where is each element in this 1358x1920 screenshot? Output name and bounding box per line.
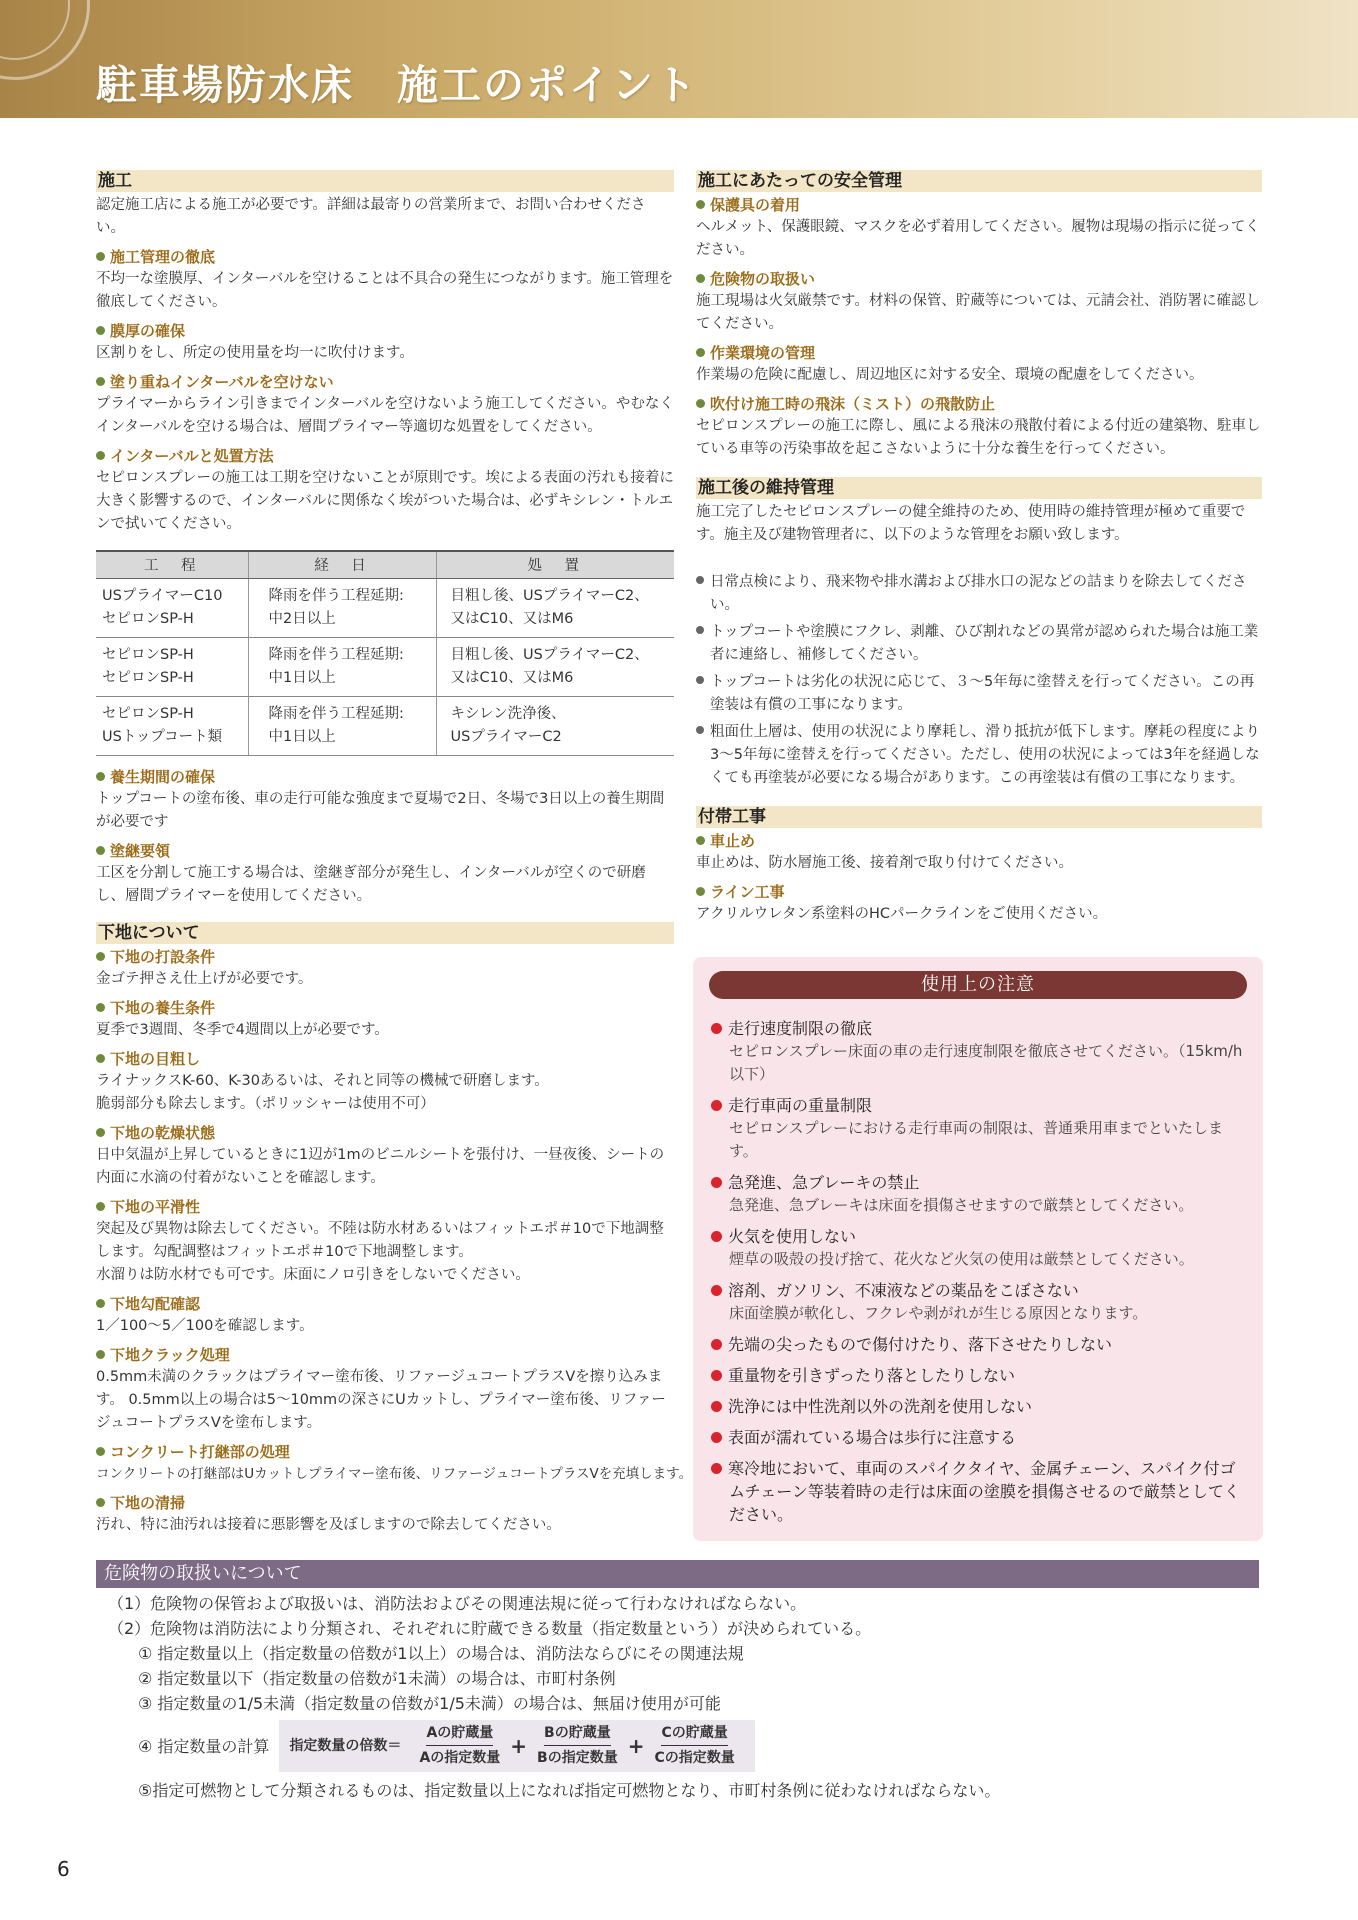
hazard-line: （2）危険物は消防法により分類され、それぞれに貯蔵できる数量（指定数量という）が決められている。 — [108, 1619, 872, 1638]
note-item: 火気を使用しない 煙草の吸殻の投げ捨て、花火など火気の使用は厳禁としてください。 — [711, 1225, 1251, 1271]
bullet-icon — [96, 326, 105, 335]
subhead: 吹付け施工時の飛沫（ミスト）の飛散防止 — [696, 393, 1262, 415]
bullet-icon — [696, 626, 704, 634]
note-item: 洗浄には中性洗剤以外の洗剤を使用しない — [711, 1395, 1251, 1418]
header-banner — [0, 0, 1358, 118]
note-item: 重量物を引きずったり落としたりしない — [711, 1364, 1251, 1387]
list-item: 日常点検により、飛来物や排水溝および排水口の泥などの詰まりを除去してください。 — [696, 571, 1262, 617]
hazard-subline: ③ 指定数量の1/5未満（指定数量の倍数が1/5未満）の場合は、無届け使用が可能 — [138, 1694, 721, 1713]
subhead: 膜厚の確保 — [96, 320, 674, 342]
paragraph: 区割りをし、所定の使用量を均一に吹付けます。 — [96, 345, 414, 361]
hazard-subline: ④ 指定数量の計算 — [138, 1736, 270, 1756]
red-bullet-icon — [711, 1432, 722, 1443]
list-item: トップコートや塗膜にフクレ、剥離、ひび割れなどの異常が認められた場合は施工業者に連絡し、補修してください。 — [696, 621, 1262, 667]
paragraph: 日中気温が上昇しているときに1辺が1mのビニルシートを張付け、一昼夜後、シートの内面に水滴の付着がないことを確認します。 — [96, 1146, 665, 1186]
paragraph: 1／100～5／100を確認します。 — [96, 1317, 314, 1334]
left-column — [96, 170, 693, 1537]
note-item: 先端の尖ったもので傷付けたり、落下させたりしない — [711, 1333, 1251, 1356]
subhead: 下地クラック処理 — [96, 1344, 674, 1366]
bullet-icon — [96, 1498, 105, 1507]
bullet-icon — [696, 887, 705, 896]
table-header: 処 置 — [436, 551, 674, 578]
section-head-anzen: 施工にあたっての安全管理 — [696, 170, 1262, 192]
table-cell: 降雨を伴う工程延期: 中1日以上 — [248, 637, 436, 696]
section-head-iji: 施工後の維持管理 — [696, 477, 1262, 499]
subhead: 保護具の着用 — [696, 194, 1262, 216]
bullet-icon — [96, 1003, 105, 1012]
subhead: インターバルと処置方法 — [96, 445, 674, 467]
paragraph: アクリルウレタン系塗料のHCパークラインをご使用ください。 — [696, 906, 1108, 922]
note-item: 表面が濡れている場合は歩行に注意する — [711, 1426, 1251, 1449]
red-bullet-icon — [711, 1023, 722, 1034]
paragraph: トップコートの塗布後、車の走行可能な強度まで夏場で2日、冬場で3日以上の養生期間が必要です — [96, 790, 665, 830]
paragraph: 金ゴテ押さえ仕上げが必要です。 — [96, 970, 313, 987]
fraction: $\frac{\text{Cの貯蔵量}}{\text{Cの指定数量}}$ — [654, 1725, 735, 1766]
table-cell: 目粗し後、USプライマーC2、 又はC10、又はM6 — [436, 578, 674, 637]
bullet-icon — [696, 348, 705, 357]
red-bullet-icon — [711, 1339, 722, 1350]
bullet-icon — [96, 1447, 105, 1456]
section-head-sekou: 施工 — [96, 170, 674, 192]
paragraph: 作業場の危険に配慮し、周辺地区に対する安全、環境の配慮をしてください。 — [696, 367, 1204, 383]
paragraph: 工区を分割して施工する場合は、塗継ぎ部分が発生し、インターバルが空くので研磨し、層間プライマーを使用してください。 — [96, 864, 646, 904]
subhead: 下地の清掃 — [96, 1492, 674, 1514]
bullet-icon — [96, 377, 105, 386]
bullet-icon — [96, 451, 105, 460]
bullet-icon — [96, 1054, 105, 1063]
paragraph: ライナックスK-60、K-30あるいは、それと同等の機械で研磨します。 脆弱部分も除去します。（ポリッシャーは使用不可） — [96, 1072, 549, 1112]
table-cell: セピロンSP-H セピロンSP-H — [96, 637, 248, 696]
red-bullet-icon — [711, 1100, 722, 1111]
red-bullet-icon — [711, 1285, 722, 1296]
red-bullet-icon — [711, 1177, 722, 1188]
table-cell: 降雨を伴う工程延期: 中2日以上 — [248, 578, 436, 637]
paragraph: コンクリートの打継部はUカットしプライマー塗布後、リファージュコートプラスVを充填します。 — [96, 1465, 693, 1482]
subhead: 下地の平滑性 — [96, 1196, 674, 1218]
quantity-formula — [279, 1720, 754, 1772]
subhead: 下地の乾燥状態 — [96, 1122, 674, 1144]
hazard-section — [108, 1591, 1258, 1803]
bullet-icon — [96, 1350, 105, 1359]
section-head-futai: 付帯工事 — [696, 806, 1262, 828]
subhead: コンクリート打継部の処理 — [96, 1441, 674, 1463]
table-header-row — [96, 551, 674, 578]
bullet-icon — [696, 676, 704, 684]
note-item: 溶剤、ガソリン、不凍液などの薬品をこぼさない 床面塗膜が軟化し、フクレや剥がれが生じる原因となります。 — [711, 1279, 1251, 1325]
paragraph: 0.5mm未満のクラックはプライマー塗布後、リファージュコートプラスVを擦り込みます。 0.5mm以上の場合は5～10mmの深さにUカットし、プライマー塗布後、リファージュコートプラスVを塗布します。 — [96, 1368, 666, 1431]
paragraph: ヘルメット、保護眼鏡、マスクを必ず着用してください。履物は現場の指示に従ってください。 — [696, 219, 1260, 258]
list-item: トップコートは劣化の状況に応じて、３～5年毎に塗替えを行ってください。この再塗装は有償の工事になります。 — [696, 671, 1262, 717]
fraction: $\frac{\text{Bの貯蔵量}}{\text{Bの指定数量}}$ — [537, 1725, 618, 1766]
paragraph: 汚れ、特に油汚れは接着に悪影響を及ぼしますので除去してください。 — [96, 1516, 561, 1533]
paragraph: 不均一な塗膜厚、インターバルを空けることは不具合の発生につながります。施工管理を徹底してください。 — [96, 271, 674, 310]
table-row — [96, 578, 674, 637]
paragraph: 夏季で3週間、冬季で4週間以上が必要です。 — [96, 1021, 389, 1038]
usage-notes-list — [711, 1009, 1251, 1526]
bullet-icon — [96, 846, 105, 855]
hazard-line: （1）危険物の保管および取扱いは、消防法およびその関連法規に従って行わなければならない。 — [108, 1594, 807, 1613]
subhead: 危険物の取扱い — [696, 268, 1262, 290]
note-item: 走行車両の重量制限 セピロンスプレーにおける走行車両の制限は、普通乗用車までといたします。 — [711, 1094, 1251, 1163]
paragraph: 突起及び異物は除去してください。不陸は防水材あるいはフィットエポ＃10で下地調整します。勾配調整はフィットエポ＃10で下地調整します。 水溜りは防水材でも可です。床面にノロ引きをしないでください。 — [96, 1220, 664, 1283]
usage-notes-title: 使用上の注意 — [709, 971, 1247, 999]
subhead: 下地勾配確認 — [96, 1293, 674, 1315]
table-row — [96, 696, 674, 755]
bullet-icon — [696, 399, 705, 408]
sekou-intro: 認定施工店による施工が必要です。詳細は最寄りの営業所まで、お問い合わせください。 — [96, 197, 646, 236]
page-number: 6 — [57, 1857, 70, 1881]
list-item: 粗面仕上層は、使用の状況により摩耗し、滑り抵抗が低下します。摩耗の程度により3～5年毎に塗替えを行ってください。ただし、使用の状況によっては3年を経過しなくても再塗装が必要になる場合があります。この再塗装は有償の工事になります。 — [696, 721, 1262, 790]
bullet-icon — [696, 576, 704, 584]
table-header: 工 程 — [96, 551, 248, 578]
red-bullet-icon — [711, 1231, 722, 1242]
hazard-subline: ① 指定数量以上（指定数量の倍数が1以上）の場合は、消防法ならびにその関連法規 — [138, 1644, 744, 1663]
formula-label: 指定数量の倍数＝ — [289, 1737, 402, 1754]
plus-sign: + — [510, 1733, 528, 1758]
table-cell: 降雨を伴う工程延期: 中1日以上 — [248, 696, 436, 755]
subhead: 下地の養生条件 — [96, 997, 674, 1019]
usage-notes-box — [693, 957, 1263, 1541]
subhead: 養生期間の確保 — [96, 766, 674, 788]
paragraph: セピロンスプレーの施工に際し、風による飛沫の飛散付着による付近の建築物、駐車している車等の汚染事故を起こさないように十分な養生を行ってください。 — [696, 418, 1261, 457]
table-header: 経 日 — [248, 551, 436, 578]
table-cell: セピロンSP-H USトップコート類 — [96, 696, 248, 755]
bullet-icon — [696, 836, 705, 845]
bullet-icon — [96, 1202, 105, 1211]
right-column — [696, 170, 1262, 926]
interval-table — [96, 550, 674, 756]
subhead: 下地の目粗し — [96, 1048, 674, 1070]
bullet-icon — [696, 200, 705, 209]
bullet-icon — [96, 772, 105, 781]
table-cell: USプライマーC10 セピロンSP-H — [96, 578, 248, 637]
bullet-icon — [696, 726, 704, 734]
table-row — [96, 637, 674, 696]
bullet-icon — [96, 1128, 105, 1137]
paragraph: セピロンスプレーの施工は工期を空けないことが原則です。埃による表面の汚れも接着に大きく影響するので、インターバルに関係なく埃がついた場合は、必ずキシレン・トルエンで拭いてください。 — [96, 470, 674, 532]
subhead: 作業環境の管理 — [696, 342, 1262, 364]
bullet-icon — [96, 1299, 105, 1308]
subhead: 塗継要領 — [96, 840, 674, 862]
subhead: 下地の打設条件 — [96, 946, 674, 968]
bullet-icon — [96, 252, 105, 261]
hazard-section-head: 危険物の取扱いについて — [96, 1560, 1259, 1588]
paragraph: 施工現場は火気厳禁です。材料の保管、貯蔵等については、元請会社、消防署に確認してください。 — [696, 293, 1261, 332]
note-item: 走行速度制限の徹底 セピロンスプレー床面の車の走行速度制限を徹底させてください。（15km/h以下） — [711, 1017, 1251, 1086]
note-item: 急発進、急ブレーキの禁止 急発進、急ブレーキは床面を損傷させますので厳禁としてください。 — [711, 1171, 1251, 1217]
note-item: 寒冷地において、車両のスパイクタイヤ、金属チェーン、スパイク付ゴムチェーン等装着時の走行は床面の塗膜を損傷させるので厳禁としてください。 — [711, 1457, 1251, 1526]
section-head-shitaji: 下地について — [96, 922, 674, 944]
subhead: 施工管理の徹底 — [96, 246, 674, 268]
table-cell: 目粗し後、USプライマーC2、 又はC10、又はM6 — [436, 637, 674, 696]
iji-intro: 施工完了したセピロンスプレーの健全維持のため、使用時の維持管理が極めて重要です。施主及び建物管理者に、以下のような管理をお願い致します。 — [696, 504, 1246, 543]
paragraph: プライマーからライン引きまでインターバルを空けないよう施工してください。やむなくインターバルを空ける場合は、層間プライマー等適切な処置をしてください。 — [96, 396, 674, 435]
red-bullet-icon — [711, 1401, 722, 1412]
bullet-icon — [696, 274, 705, 283]
plus-sign: + — [627, 1733, 645, 1758]
table-cell: キシレン洗浄後、 USプライマーC2 — [436, 696, 674, 755]
hazard-subline: ⑤指定可燃物として分類されるものは、指定数量以上になれば指定可燃物となり、市町村条例に従わなければならない。 — [138, 1781, 1001, 1800]
bullet-icon — [96, 952, 105, 961]
page-title: 駐車場防水床 施工のポイント — [96, 61, 698, 109]
hazard-subline: ② 指定数量以下（指定数量の倍数が1未満）の場合は、市町村条例 — [138, 1669, 616, 1688]
formula-row — [108, 1720, 1258, 1772]
subhead: 車止め — [696, 830, 1262, 852]
red-bullet-icon — [711, 1463, 722, 1474]
subhead: ライン工事 — [696, 881, 1262, 903]
red-bullet-icon — [711, 1370, 722, 1381]
paragraph: 車止めは、防水層施工後、接着剤で取り付けてください。 — [696, 855, 1073, 871]
subhead: 塗り重ねインターバルを空けない — [96, 371, 674, 393]
fraction: $\frac{\text{Aの貯蔵量}}{\text{Aの指定数量}}$ — [419, 1725, 501, 1766]
